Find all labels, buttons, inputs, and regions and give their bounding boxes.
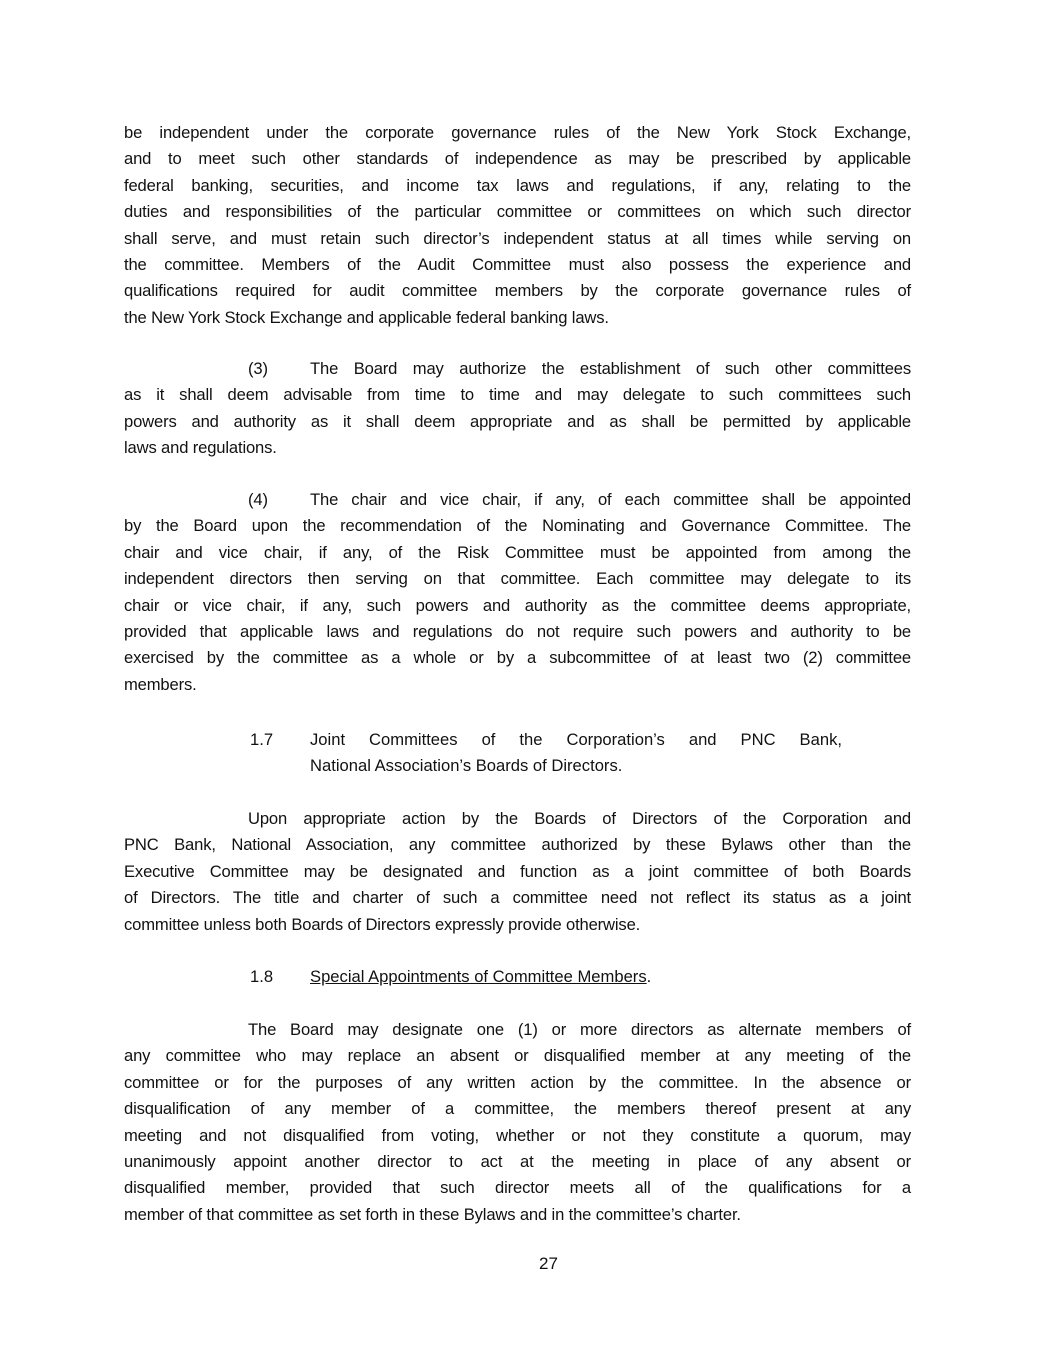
section-title-line: Joint Committees of the Corporation’s and PNC Bank, <box>310 730 842 749</box>
text-line: federal banking, securities, and income tax laws and regulations, if any, relating to the <box>124 175 911 195</box>
text-line: the New York Stock Exchange and applicable federal banking laws. <box>124 307 609 327</box>
section-title-line: National Association’s Boards of Directors. <box>310 756 623 776</box>
text-line: any committee who may replace an absent or disqualified member at any meeting of the <box>124 1046 911 1066</box>
paragraph-3 <box>124 356 911 462</box>
text-line: disqualified member, provided that such director meets all of the qualifications for a <box>124 1178 911 1198</box>
text-line: members. <box>124 674 197 694</box>
text-line: chair and vice chair, if any, of the Risk Committee must be appointed from among the <box>124 542 911 562</box>
text-line: independent directors then serving on that committee. Each committee may delegate to its <box>124 569 911 589</box>
text-line <box>124 356 911 382</box>
page-number: 27 <box>539 1254 558 1273</box>
paragraph-4 <box>124 487 911 698</box>
text-line: laws and regulations. <box>124 438 277 458</box>
text-line: qualifications required for audit committee members by the corporate governance rules of <box>124 281 911 301</box>
section-number: 1.7 <box>250 730 274 749</box>
text-line: committee unless both Boards of Directors expressly provide otherwise. <box>124 914 641 934</box>
text-line: PNC Bank, National Association, any committee authorized by these Bylaws other than the <box>124 835 911 855</box>
text-line: be independent under the corporate governance rules of the New York Stock Exchange, <box>124 123 911 142</box>
text-line: exercised by the committee as a whole or by a subcommittee of at least two (2) committee <box>124 648 911 668</box>
text-line: unanimously appoint another director to act at the meeting in place of any absent or <box>124 1151 911 1171</box>
text-line: the committee. Members of the Audit Committee must also possess the experience and <box>124 254 911 274</box>
paragraph-special-appointments <box>124 1017 911 1228</box>
text-line: as it shall deem advisable from time to time and may delegate to such committees such <box>124 385 911 405</box>
text-line: shall serve, and must retain such director’s independent status at all times while serving on <box>124 228 911 248</box>
section-title-suffix: . <box>646 967 652 986</box>
text-line: The Board may designate one (1) or more directors as alternate members of <box>248 1020 911 1039</box>
text-line: provided that applicable laws and regulations do not require such powers and authority to be <box>124 621 911 641</box>
text-line: of Directors. The title and charter of such a committee need not reflect its status as a joint <box>124 888 911 908</box>
text-line-content: The Board may authorize the establishment of such other committees <box>310 359 911 378</box>
paragraph-joint-committees <box>124 806 911 938</box>
text-line: member of that committee as set forth in these Bylaws and in the committee’s charter. <box>124 1204 741 1224</box>
text-line-content: The chair and vice chair, if any, of each committee shall be appointed <box>310 490 911 509</box>
section-heading-1-8 <box>250 964 651 990</box>
clause-number: (4) <box>248 490 268 509</box>
text-line: meeting and not disqualified from voting, whether or not they constitute a quorum, may <box>124 1125 911 1145</box>
section-heading-1-7 <box>250 727 842 780</box>
text-line: chair or vice chair, if any, such powers and authority as the committee deems appropriate, <box>124 595 911 615</box>
section-number: 1.8 <box>250 967 274 986</box>
text-line: powers and authority as it shall deem appropriate and as shall be permitted by applicable <box>124 411 911 431</box>
text-line: and to meet such other standards of independence as may be prescribed by applicable <box>124 149 911 169</box>
section-title: Special Appointments of Committee Members <box>310 967 647 986</box>
text-line: Upon appropriate action by the Boards of Directors of the Corporation and <box>248 809 911 828</box>
clause-number: (3) <box>248 359 268 378</box>
text-line: committee or for the purposes of any written action by the committee. In the absence or <box>124 1072 911 1092</box>
text-line: by the Board upon the recommendation of the Nominating and Governance Committee. The <box>124 516 911 536</box>
text-line: duties and responsibilities of the particular committee or committees on which such director <box>124 202 911 222</box>
paragraph-independence <box>124 120 911 331</box>
text-line: disqualification of any member of a committee, the members thereof present at any <box>124 1099 911 1119</box>
text-line <box>124 487 911 513</box>
text-line: Executive Committee may be designated and function as a joint committee of both Boards <box>124 861 911 881</box>
